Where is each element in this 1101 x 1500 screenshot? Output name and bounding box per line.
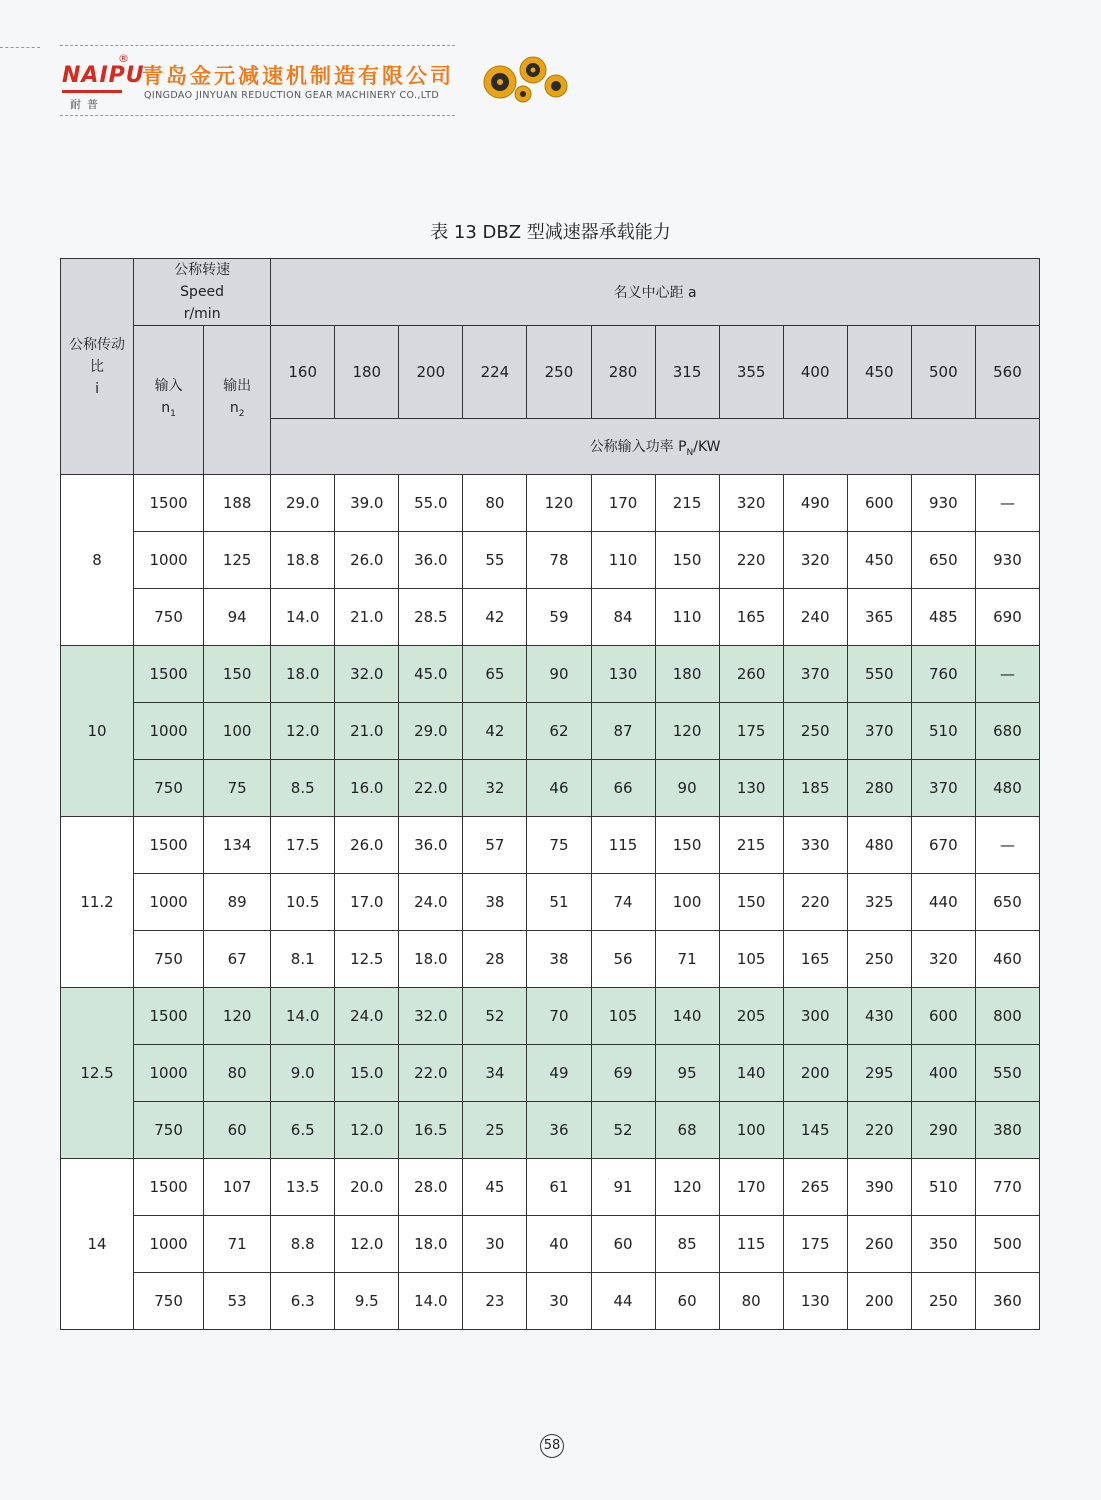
gears-icon: [478, 50, 578, 110]
power-cell: 265: [783, 1159, 847, 1216]
power-cell: —: [975, 817, 1039, 874]
power-cell: 165: [719, 589, 783, 646]
power-cell: 36.0: [399, 532, 463, 589]
table-row: [61, 817, 1040, 874]
input-speed-cell: 750: [134, 1102, 204, 1159]
power-cell: 91: [591, 1159, 655, 1216]
power-cell: 290: [911, 1102, 975, 1159]
power-cell: 46: [527, 760, 591, 817]
power-header-unit: /KW: [693, 438, 721, 455]
power-header: [271, 419, 1040, 475]
power-cell: 200: [783, 1045, 847, 1102]
speed-header: [134, 259, 271, 326]
input-speed-cell: 1000: [134, 532, 204, 589]
power-cell: 52: [591, 1102, 655, 1159]
power-cell: 390: [847, 1159, 911, 1216]
input-speed-cell: 1500: [134, 1159, 204, 1216]
power-cell: 18.0: [271, 646, 335, 703]
power-cell: 15.0: [335, 1045, 399, 1102]
output-speed-cell: 100: [204, 703, 271, 760]
power-cell: 21.0: [335, 589, 399, 646]
power-cell: 57: [463, 817, 527, 874]
power-cell: 8.5: [271, 760, 335, 817]
power-cell: 460: [975, 931, 1039, 988]
power-cell: 360: [975, 1273, 1039, 1330]
power-cell: 930: [911, 475, 975, 532]
power-cell: 32: [463, 760, 527, 817]
page-header: [0, 0, 1101, 130]
ratio-cell: 11.2: [61, 817, 134, 988]
brand-logo: NAIPU: [62, 62, 122, 93]
power-cell: 8.1: [271, 931, 335, 988]
power-cell: 480: [847, 817, 911, 874]
power-cell: 42: [463, 589, 527, 646]
distance-header-180: 180: [335, 326, 399, 419]
power-cell: 115: [719, 1216, 783, 1273]
power-cell: 8.8: [271, 1216, 335, 1273]
distance-header-500: 500: [911, 326, 975, 419]
power-cell: 690: [975, 589, 1039, 646]
power-cell: 18.0: [399, 1216, 463, 1273]
table-row: [61, 988, 1040, 1045]
input-speed-cell: 1000: [134, 703, 204, 760]
header-dash-bottom: [60, 115, 455, 116]
power-cell: 80: [719, 1273, 783, 1330]
power-cell: 42: [463, 703, 527, 760]
power-cell: 330: [783, 817, 847, 874]
power-cell: 120: [655, 1159, 719, 1216]
power-cell: 130: [783, 1273, 847, 1330]
brand-logo-subtitle: 耐普: [70, 98, 104, 111]
input-speed-subscript: 1: [170, 408, 176, 419]
output-speed-cell: 107: [204, 1159, 271, 1216]
header-dash-left: [0, 47, 40, 48]
table-row: [61, 646, 1040, 703]
power-cell: 350: [911, 1216, 975, 1273]
load-capacity-table: [60, 258, 1040, 1330]
power-cell: 44: [591, 1273, 655, 1330]
power-cell: 61: [527, 1159, 591, 1216]
input-speed-cell: 1500: [134, 475, 204, 532]
input-speed-label: 输入: [154, 378, 183, 395]
table-row: [61, 532, 1040, 589]
power-cell: 59: [527, 589, 591, 646]
power-cell: 38: [527, 931, 591, 988]
table-body: [61, 475, 1040, 1330]
power-cell: 71: [655, 931, 719, 988]
power-cell: 120: [655, 703, 719, 760]
output-speed-cell: 120: [204, 988, 271, 1045]
power-cell: 930: [975, 532, 1039, 589]
power-cell: —: [975, 475, 1039, 532]
power-cell: 600: [847, 475, 911, 532]
table-row: [61, 1102, 1040, 1159]
power-cell: 14.0: [399, 1273, 463, 1330]
power-cell: 20.0: [335, 1159, 399, 1216]
company-name-en: QINGDAO JINYUAN REDUCTION GEAR MACHINERY CO.,LTD: [144, 90, 440, 101]
power-cell: 56: [591, 931, 655, 988]
power-cell: 12.0: [335, 1102, 399, 1159]
ratio-cell: 12.5: [61, 988, 134, 1159]
output-speed-cell: 188: [204, 475, 271, 532]
power-cell: 12.5: [335, 931, 399, 988]
power-cell: 55: [463, 532, 527, 589]
power-cell: 25: [463, 1102, 527, 1159]
power-cell: 23: [463, 1273, 527, 1330]
power-cell: 30: [527, 1273, 591, 1330]
output-speed-symbol: n: [229, 400, 239, 417]
power-cell: 14.0: [271, 988, 335, 1045]
power-cell: 13.5: [271, 1159, 335, 1216]
output-speed-cell: 94: [204, 589, 271, 646]
output-speed-cell: 89: [204, 874, 271, 931]
ratio-header: [61, 259, 134, 475]
power-cell: 18.0: [399, 931, 463, 988]
power-cell: 365: [847, 589, 911, 646]
power-cell: 6.3: [271, 1273, 335, 1330]
power-cell: 370: [911, 760, 975, 817]
power-cell: 170: [591, 475, 655, 532]
power-cell: 32.0: [399, 988, 463, 1045]
power-cell: 22.0: [399, 760, 463, 817]
power-cell: 49: [527, 1045, 591, 1102]
output-speed-cell: 80: [204, 1045, 271, 1102]
speed-header-line3: r/min: [183, 306, 221, 322]
input-speed-cell: 750: [134, 1273, 204, 1330]
table-row: [61, 760, 1040, 817]
table-row: [61, 874, 1040, 931]
power-cell: 280: [847, 760, 911, 817]
power-cell: 32.0: [335, 646, 399, 703]
power-cell: 68: [655, 1102, 719, 1159]
power-cell: 500: [975, 1216, 1039, 1273]
power-cell: 490: [783, 475, 847, 532]
power-cell: 87: [591, 703, 655, 760]
power-cell: 250: [783, 703, 847, 760]
power-cell: 680: [975, 703, 1039, 760]
power-cell: 600: [911, 988, 975, 1045]
power-cell: 100: [719, 1102, 783, 1159]
power-cell: 69: [591, 1045, 655, 1102]
output-speed-subscript: 2: [238, 408, 245, 419]
power-cell: 165: [783, 931, 847, 988]
power-cell: 440: [911, 874, 975, 931]
distance-header-160: 160: [271, 326, 335, 419]
output-speed-cell: 75: [204, 760, 271, 817]
power-cell: 74: [591, 874, 655, 931]
power-cell: 105: [591, 988, 655, 1045]
table-row: [61, 589, 1040, 646]
power-cell: 34: [463, 1045, 527, 1102]
power-cell: 62: [527, 703, 591, 760]
load-capacity-table-container: [60, 258, 1040, 1330]
power-cell: 17.5: [271, 817, 335, 874]
power-cell: 90: [655, 760, 719, 817]
input-speed-cell: 1000: [134, 874, 204, 931]
power-cell: 650: [975, 874, 1039, 931]
power-cell: 14.0: [271, 589, 335, 646]
input-speed-cell: 750: [134, 589, 204, 646]
power-cell: 36.0: [399, 817, 463, 874]
output-speed-header: [204, 326, 271, 475]
power-cell: 140: [655, 988, 719, 1045]
power-cell: 175: [719, 703, 783, 760]
table-row: [61, 475, 1040, 532]
distance-header-200: 200: [399, 326, 463, 419]
power-cell: 670: [911, 817, 975, 874]
power-cell: 170: [719, 1159, 783, 1216]
power-cell: 320: [719, 475, 783, 532]
power-cell: 26.0: [335, 817, 399, 874]
header-dash-top: [60, 45, 455, 46]
power-cell: 10.5: [271, 874, 335, 931]
power-cell: 6.5: [271, 1102, 335, 1159]
power-cell: 320: [783, 532, 847, 589]
table-row: [61, 1216, 1040, 1273]
ratio-header-line2: 比: [90, 358, 105, 375]
center-distance-header: 名义中心距 a: [271, 259, 1040, 326]
power-cell: 115: [591, 817, 655, 874]
power-cell: 120: [527, 475, 591, 532]
speed-header-line1: 公称转速: [174, 262, 231, 278]
power-cell: 26.0: [335, 532, 399, 589]
power-cell: 380: [975, 1102, 1039, 1159]
power-cell: 760: [911, 646, 975, 703]
output-speed-label: 输出: [223, 378, 252, 395]
output-speed-cell: 53: [204, 1273, 271, 1330]
power-cell: 24.0: [399, 874, 463, 931]
distance-header-280: 280: [591, 326, 655, 419]
ratio-cell: 10: [61, 646, 134, 817]
power-cell: 180: [655, 646, 719, 703]
power-cell: 90: [527, 646, 591, 703]
power-cell: 52: [463, 988, 527, 1045]
power-cell: 480: [975, 760, 1039, 817]
power-cell: 29.0: [399, 703, 463, 760]
input-speed-cell: 1500: [134, 817, 204, 874]
power-cell: 78: [527, 532, 591, 589]
power-cell: 300: [783, 988, 847, 1045]
power-cell: 66: [591, 760, 655, 817]
power-cell: 45: [463, 1159, 527, 1216]
power-cell: 39.0: [335, 475, 399, 532]
power-header-subscript: N: [686, 447, 694, 458]
input-speed-header: [134, 326, 204, 475]
power-cell: 550: [975, 1045, 1039, 1102]
power-cell: 550: [847, 646, 911, 703]
output-speed-cell: 134: [204, 817, 271, 874]
power-cell: 51: [527, 874, 591, 931]
distance-header-450: 450: [847, 326, 911, 419]
power-cell: 80: [463, 475, 527, 532]
power-cell: 220: [783, 874, 847, 931]
power-cell: 215: [655, 475, 719, 532]
power-cell: 175: [783, 1216, 847, 1273]
table-row: [61, 1273, 1040, 1330]
distance-header-400: 400: [783, 326, 847, 419]
power-cell: 250: [847, 931, 911, 988]
power-cell: 485: [911, 589, 975, 646]
output-speed-cell: 125: [204, 532, 271, 589]
distance-header-355: 355: [719, 326, 783, 419]
power-cell: 22.0: [399, 1045, 463, 1102]
power-cell: 370: [783, 646, 847, 703]
power-cell: 100: [655, 874, 719, 931]
power-cell: 60: [591, 1216, 655, 1273]
power-cell: 260: [719, 646, 783, 703]
input-speed-symbol: n: [161, 400, 171, 417]
power-cell: 650: [911, 532, 975, 589]
power-cell: 770: [975, 1159, 1039, 1216]
power-cell: 205: [719, 988, 783, 1045]
input-speed-cell: 1500: [134, 646, 204, 703]
power-cell: 24.0: [335, 988, 399, 1045]
power-cell: 150: [655, 817, 719, 874]
power-cell: 260: [847, 1216, 911, 1273]
ratio-cell: 14: [61, 1159, 134, 1330]
distance-header-315: 315: [655, 326, 719, 419]
power-cell: 9.0: [271, 1045, 335, 1102]
power-cell: 40: [527, 1216, 591, 1273]
power-cell: 105: [719, 931, 783, 988]
output-speed-cell: 71: [204, 1216, 271, 1273]
table-row: [61, 1159, 1040, 1216]
power-cell: 140: [719, 1045, 783, 1102]
distance-header-250: 250: [527, 326, 591, 419]
power-header-text: 公称输入功率 P: [589, 438, 687, 455]
power-cell: 130: [591, 646, 655, 703]
company-name-cn: 青岛金元减速机制造有限公司: [142, 64, 454, 88]
power-cell: 325: [847, 874, 911, 931]
input-speed-cell: 1000: [134, 1045, 204, 1102]
power-cell: 510: [911, 703, 975, 760]
power-cell: 17.0: [335, 874, 399, 931]
ratio-cell: 8: [61, 475, 134, 646]
power-cell: 110: [591, 532, 655, 589]
power-cell: 28: [463, 931, 527, 988]
output-speed-cell: 60: [204, 1102, 271, 1159]
distance-header-224: 224: [463, 326, 527, 419]
table-row: [61, 703, 1040, 760]
power-cell: 55.0: [399, 475, 463, 532]
power-cell: 250: [911, 1273, 975, 1330]
power-cell: 400: [911, 1045, 975, 1102]
input-speed-cell: 750: [134, 760, 204, 817]
power-cell: 145: [783, 1102, 847, 1159]
power-cell: 84: [591, 589, 655, 646]
power-cell: 16.0: [335, 760, 399, 817]
power-cell: 60: [655, 1273, 719, 1330]
power-cell: 12.0: [271, 703, 335, 760]
power-cell: 295: [847, 1045, 911, 1102]
ratio-header-line1: 公称传动: [69, 336, 126, 353]
power-cell: 75: [527, 817, 591, 874]
table-row: [61, 1045, 1040, 1102]
power-cell: 150: [719, 874, 783, 931]
distance-header-560: 560: [975, 326, 1039, 419]
power-cell: 85: [655, 1216, 719, 1273]
power-cell: 510: [911, 1159, 975, 1216]
power-cell: 18.8: [271, 532, 335, 589]
power-cell: 220: [847, 1102, 911, 1159]
power-cell: 36: [527, 1102, 591, 1159]
power-cell: 800: [975, 988, 1039, 1045]
ratio-header-line3: i: [95, 380, 99, 397]
power-cell: 38: [463, 874, 527, 931]
power-cell: —: [975, 646, 1039, 703]
power-cell: 130: [719, 760, 783, 817]
power-cell: 240: [783, 589, 847, 646]
output-speed-cell: 150: [204, 646, 271, 703]
power-cell: 30: [463, 1216, 527, 1273]
power-cell: 320: [911, 931, 975, 988]
power-cell: 28.5: [399, 589, 463, 646]
output-speed-cell: 67: [204, 931, 271, 988]
power-cell: 9.5: [335, 1273, 399, 1330]
power-cell: 185: [783, 760, 847, 817]
power-cell: 110: [655, 589, 719, 646]
power-cell: 150: [655, 532, 719, 589]
power-cell: 16.5: [399, 1102, 463, 1159]
table-row: [61, 931, 1040, 988]
registered-mark: ®: [118, 52, 129, 65]
page-number: 58: [540, 1434, 564, 1458]
power-cell: 12.0: [335, 1216, 399, 1273]
power-cell: 65: [463, 646, 527, 703]
power-cell: 21.0: [335, 703, 399, 760]
input-speed-cell: 750: [134, 931, 204, 988]
power-cell: 45.0: [399, 646, 463, 703]
speed-header-line2: Speed: [180, 284, 225, 300]
power-cell: 29.0: [271, 475, 335, 532]
power-cell: 200: [847, 1273, 911, 1330]
power-cell: 430: [847, 988, 911, 1045]
power-cell: 95: [655, 1045, 719, 1102]
power-cell: 370: [847, 703, 911, 760]
input-speed-cell: 1500: [134, 988, 204, 1045]
power-cell: 220: [719, 532, 783, 589]
power-cell: 28.0: [399, 1159, 463, 1216]
input-speed-cell: 1000: [134, 1216, 204, 1273]
power-cell: 450: [847, 532, 911, 589]
power-cell: 70: [527, 988, 591, 1045]
table-title: 表 13 DBZ 型减速器承载能力: [430, 222, 671, 243]
power-cell: 215: [719, 817, 783, 874]
